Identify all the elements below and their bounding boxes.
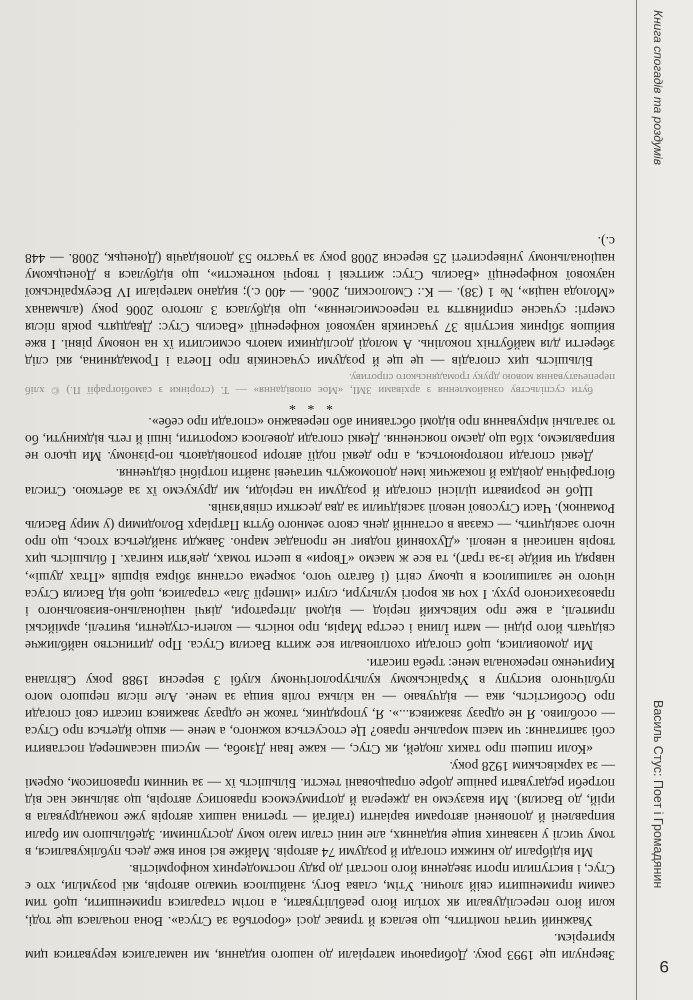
paragraph: Ми відібрали до книжки спогади й роздуми 74 авторів. Майже всі вони вже десь публікувалися, в тому числі у названих вище виданнях, але нині стали мало кому доступними. Здебільшого ми брали виправлені й доповнені авторами варіанти (гайгай — третина наших авторів уже помандрувала в ирій, до Василя). Ми вказуємо на джерела й дотримуємося правопису авторів, що звільняє нас від потреби редагувати раніше добре опрацьовані тексти. Більшість їх — за чинним правописом, окремі — за харківським 1928 року. xyxy=(25,758,615,860)
body-text xyxy=(25,233,615,964)
section-separator: * * * xyxy=(285,397,333,413)
running-head-book-wrapper xyxy=(635,0,683,165)
page-number: 9 xyxy=(659,957,669,976)
running-head-author: Василь Стус: Поет і Громадянин xyxy=(651,700,665,889)
paragraph: Ми домовилися, щоб спогади охоплювали все життя Василя Стуса. Про дитинство найближче свідчать його рідні — мати Їлина і сестра Марія, про юність — колеги-студенти, вчителі, армійські приятелі, а вже про київський період — відомі літератори, діячі національно-визвольного і правозахисного руху. І хоч як ворогі культури, слуги «імперії Зла» старалися, щоб від Василя Стуса нічого не залишилося в цьому світі (і багато чого, зокрема остання збірка віршів «Птах душі», навряд чи вийде із-за грат), та все ж маємо «Твори» в шести томах, дев'яти книгах. І більшість цих творів написані в неволі. «Духовний подвиг не пропадає марно. Завжди знайдеться хтось, що про нього засвідчить, — сказав в останній день свого земного буття Патріарх Володимир (у миру Василь Романюк). Часи Стусової неволі засвідчили за два десятки співв'язнів. xyxy=(25,500,615,654)
paragraph: Більшість цих спогадів — це ще й роздуми сучасників про Поета і Громадянина, які слід зберегти для майбутніх поколінь. А молоді дослідники мають осмислити їх на новому рівні. І вже вийшов збірник виступів 37 учасників наукової конференції «Василь Стус: Двадцять років після смерті: сучасне сприйняття та переосмислення», що відбулася 3 лютого 2006 року (альманах «Молода нація», № 1 (38). — К.: Смолоскип, 2006. — 400 с.); видано матеріали IV Всеукраїнської наукової конференції «Василь Стус: життєві і творчі контексти», що відбулася в Донецькому національному університеті 25 вересня 2008 року за участю 53 доповідачів (Донецьк, 2008. — 448 с.). xyxy=(25,233,615,370)
paragraph: Деякі спогади повторюються, а про деякі події автори розповідають по-різному. Ми цього не виправляємо, хіба що даємо пояснення. Деякі спогади довелося скоротити, інші й геть відкинути, бо то загальні міркування про відомі обставини або переважно «спогади про себе». xyxy=(25,414,615,465)
running-head-rule xyxy=(636,0,637,1000)
paragraph: «Коли пишеш про таких людей, як Стус, — каже Іван Дзюба, — мусиш насамперед поставити собі запитання: чи маєш моральне право? Це стосується кожного, а мене — якщо йдеться про Стуса — особливо. Я не одразу зважився...». Я, упорядник, також не одразу зважився писати свої спогади про Особистість, яка — відчуваю — на кілька голів вища за мене. Але після першого мого публічного виступу в Українському культурологічному клубі 3 вересня 1988 року Світлана Кириченко переконала мене: треба писати. xyxy=(25,655,615,757)
paragraph: Звернули ще 1993 року. Добираючи матеріали до нашого видання, ми намагалися керуватися цим критерієм. xyxy=(25,930,615,963)
running-head-book: Книга спогадів та роздумів xyxy=(651,10,665,165)
bleed-through-line: бути суспільству ознайомлення з архівами ЗМІ, «Моє оповідання» — Т. (сторінки з самобіографії П.) © хліб перепечатування мовою друку громадянського спротиву. xyxy=(25,371,615,397)
paragraph: Щоб не розривати цілісні спогади й роздуми на періоди, ми друкуємо їх за абеткою. Стисла біографічна довідка й покажчик імен допоможуть читачеві знайти потрібні свідчення. xyxy=(25,466,615,499)
paragraph: Уважний читач помітить, що велася й триває досі «боротьба за Стуса». Вона почалася ще тоді, коли його переслідували як хотіли його реабілітувати, а потім старалися применшити, щоб тим самим применшити свій злочин. Утім, слава Богу, знайшлося чимало авторів, які розуміли, хто є Стус, і виступили проти зведення його постаті до ряду постмодерних конформістів. xyxy=(25,861,615,929)
running-head xyxy=(641,0,689,1000)
